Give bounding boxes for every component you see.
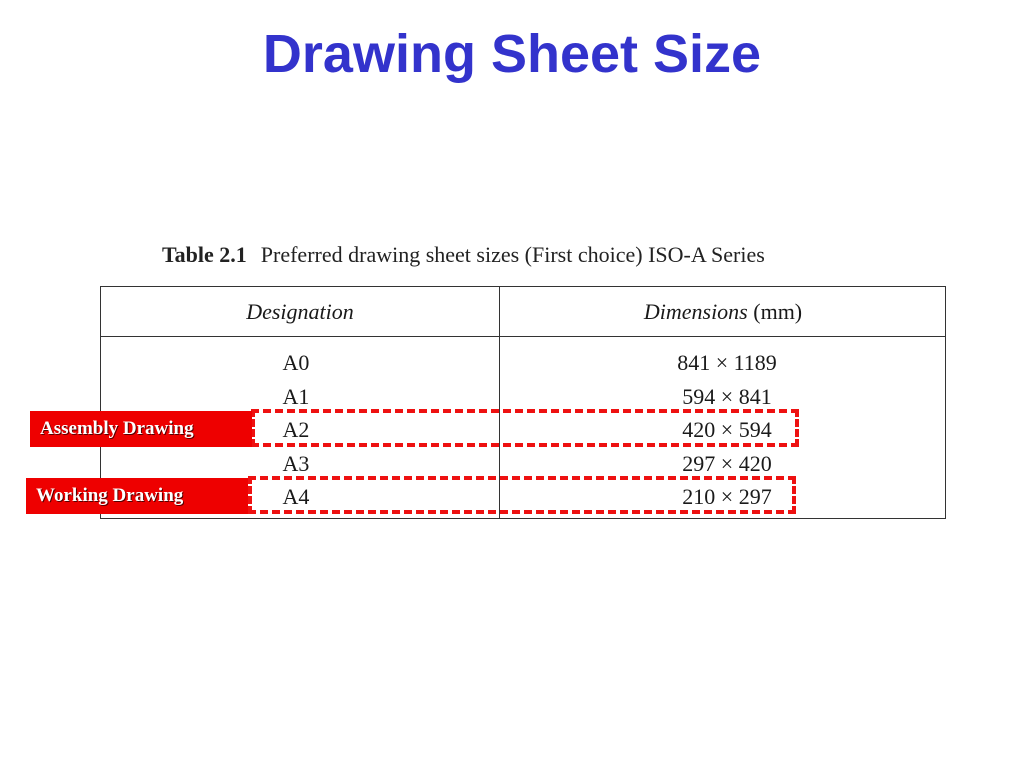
- working-highlight-box: [248, 476, 796, 514]
- cell-dimensions: 594 × 841: [682, 383, 772, 409]
- cell-designation: A4: [282, 484, 310, 509]
- cell-designation: A2: [282, 417, 310, 442]
- assembly-drawing-label: Assembly Drawing: [30, 411, 252, 447]
- slide-title: Drawing Sheet Size: [262, 24, 762, 84]
- header-dimensions-unit: (mm): [753, 299, 803, 324]
- table-row: [101, 380, 945, 414]
- cell-designation: A1: [282, 383, 310, 409]
- table-row: [101, 346, 945, 380]
- cell-designation: A3: [282, 450, 310, 476]
- cell-dimensions: 297 × 420: [682, 450, 772, 476]
- table-caption-text: Preferred drawing sheet sizes (First choice) ISO-A Series: [260, 242, 765, 267]
- working-drawing-label: Working Drawing: [26, 478, 248, 514]
- header-dimensions-label: Dimensions: [643, 299, 748, 324]
- cell-dimensions: 210 × 297: [682, 484, 772, 509]
- header-dimensions: [500, 295, 946, 329]
- header-designation-label: Designation: [246, 299, 354, 324]
- header-designation: [101, 295, 499, 329]
- cell-dimensions: 841 × 1189: [677, 350, 777, 375]
- assembly-highlight-box: [251, 409, 799, 447]
- table-row: [101, 447, 945, 481]
- cell-designation: A0: [282, 350, 310, 375]
- table-caption: [162, 240, 765, 270]
- cell-dimensions: 420 × 594: [682, 417, 772, 442]
- header-divider: [101, 336, 945, 337]
- table-caption-label: Table 2.1: [162, 242, 247, 267]
